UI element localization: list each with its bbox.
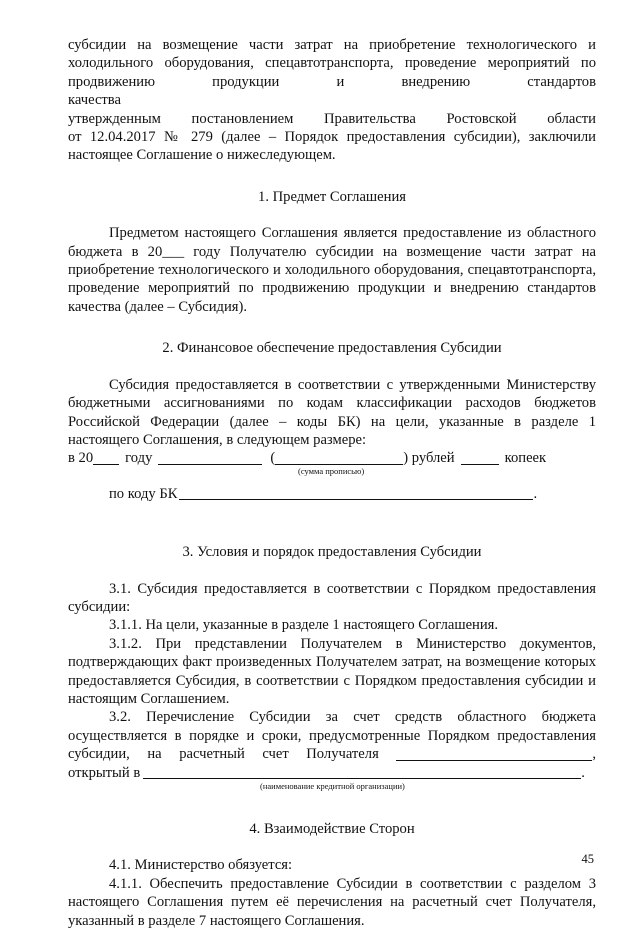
- intro-line-4: утвержденным постановлением Правительства Ростовской области: [68, 110, 596, 127]
- section-2-title: 2. Финансовое обеспечение предоставления Субсидии: [162, 340, 502, 357]
- year-blank: [93, 463, 119, 465]
- kopecks-blank: [461, 463, 499, 465]
- section-1-paragraph: Предметом настоящего Соглашения является предоставление из областного бюджета в 20___ году Получателю субсидии на возмещение части затрат на приобретение технологического и холодильного оборудования, спецавтотранспорта, проведение мероприятий по продвижению продукции и внедрению стандартов качества (далее – Субсидия).: [68, 225, 596, 315]
- account-word-3: расчетный: [179, 746, 245, 763]
- rubles-label: ) рублей: [403, 450, 455, 467]
- section-3-p2: 3.1.1. На цели, указанные в разделе 1 настоящего Соглашения.: [109, 617, 499, 634]
- account-number-blank: [396, 759, 592, 761]
- bank-end: .: [581, 764, 585, 781]
- intro-paragraph: [68, 36, 596, 165]
- account-word-2: на: [147, 746, 162, 763]
- section-4-p1: 4.1. Министерство обязуется:: [109, 857, 293, 874]
- bank-line: [68, 764, 596, 791]
- kopecks-label: копеек: [504, 450, 547, 467]
- intro-line-2: холодильного оборудования, спецавтотранспорта, проведение мероприятий по: [68, 55, 596, 72]
- budget-code-end: .: [533, 485, 538, 502]
- budget-code-line: [68, 485, 596, 503]
- account-word-4: счет: [262, 746, 289, 763]
- section-3-p1: 3.1. Субсидия предоставляется в соответствии с Порядком предоставления субсидии:: [68, 580, 596, 615]
- account-line: [68, 745, 596, 763]
- amount-line: [68, 449, 596, 477]
- amount-prefix: в 20: [68, 450, 94, 467]
- amount-caption: (сумма прописью): [298, 466, 365, 477]
- budget-code-blank: [179, 498, 533, 500]
- bank-label: открытый в: [68, 764, 141, 781]
- account-number-field: [396, 745, 596, 763]
- amount-words-blank: [275, 463, 403, 465]
- open-paren: (: [270, 450, 276, 467]
- page-number: 45: [581, 852, 594, 866]
- intro-last: от 12.04.2017 № 279 (далее – Порядок предоставления субсидии), заключили настоящее Соглашение о нижеследующем.: [68, 129, 596, 164]
- bank-name-blank: [143, 777, 581, 779]
- section-4-title: 4. Взаимодействие Сторон: [249, 821, 415, 837]
- section-3-p3: 3.1.2. При представлении Получателем в Министерство документов, подтверждающих факт произведенных Получателем затрат, на возмещение которых предоставляется Субсидия, в соответствии с Порядком предоставления субсидии и настоящим Соглашением.: [68, 635, 596, 707]
- section-2-paragraph: Субсидия предоставляется в соответствии с утвержденными Министерству бюджетными ассигнованиями по кодам классификации расходов бюджетов Российской Федерации (далее – коды БК) на цели, указанные в разделе 1 настоящего Соглашения, в следующем размере:: [68, 376, 596, 448]
- account-word-1: субсидии,: [68, 746, 130, 763]
- section-3-p4: 3.2. Перечисление Субсидии за счет средств областного бюджета осуществляется в порядке и сроки, предусмотренные Порядком предоставления: [68, 709, 596, 744]
- section-4-p2: 4.1.1. Обеспечить предоставление Субсидии в соответствии с разделом 3 настоящего Соглашения путем её перечисления на расчетный счет Получателя, указанный в разделе 7 настоящего Соглашения.: [68, 875, 596, 929]
- year-word: году: [125, 450, 153, 467]
- intro-line-1: субсидии на возмещение части затрат на приобретение технологического и: [68, 37, 596, 53]
- intro-line-3: продвижению продукции и внедрению стандартов качества: [68, 73, 596, 109]
- section-1-title: 1. Предмет Соглашения: [258, 188, 406, 205]
- section-3-title: 3. Условия и порядок предоставления Субсидии: [182, 544, 482, 561]
- bank-caption: (наименование кредитной организации): [260, 780, 405, 791]
- account-word-5: Получателя: [306, 746, 379, 763]
- amount-digits-blank: [158, 463, 262, 465]
- account-end: ,: [592, 746, 596, 763]
- budget-code-label: по коду БК: [109, 485, 178, 502]
